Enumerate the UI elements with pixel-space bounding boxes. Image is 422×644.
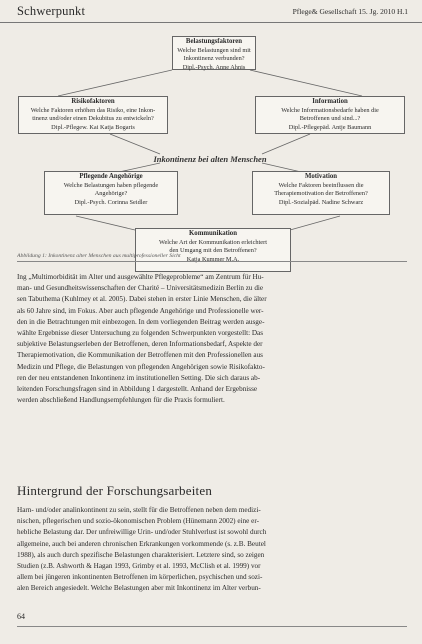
text-line: leitenden Forschungsfragen sind in Abbildung 1 dargestellt. Anhand der Ergebnisse xyxy=(17,385,258,394)
text-line: wählte Ergebnisse dieser Untersuchung zu folgenden Schwerpunkten vorgestellt: Das xyxy=(17,329,264,338)
box-title: Risikofaktoren xyxy=(71,98,115,105)
box-line: Inkontinenz verbunden? xyxy=(183,55,245,63)
box-line: Dipl.-Pflegepäd. Antje Baumann xyxy=(288,123,372,131)
paragraph-intro xyxy=(17,272,409,406)
text-line: den in die Betrachtungen mit einbezogen. In dem vorliegenden Beitrag werden ausge- xyxy=(17,317,265,326)
box-line: Therapiemotivation der Betroffenen? xyxy=(274,190,368,198)
text-line: Medizin und Pflege, die Belastungen von pflegenden Angehörigen sowie Risikofakto- xyxy=(17,362,265,371)
box-title: Pflegende Angehörige xyxy=(79,173,143,180)
box-title: Motivation xyxy=(304,173,338,180)
box-line: Katja Kummer M.A. xyxy=(186,255,240,263)
page-number: 64 xyxy=(17,612,25,621)
box-line: Welche Belastungen haben pflegende xyxy=(63,181,159,189)
text-line: Therapiemotivation, die Kommunikation der Betroffenen mit den Professionellen aus xyxy=(17,351,263,360)
box-information xyxy=(255,96,405,134)
text-line: nischen, pflegerischen und sozio-ökonomischen Problem (Hünemann 2002) eine er- xyxy=(17,517,259,526)
box-line: Dipl.-Pflegew. Kai Katja Bogaris xyxy=(51,123,135,131)
text-line: Studien (z.B. Ashworth & Hagan 1993, Grimby et al. 1993, McClish et al. 1999) vor xyxy=(17,562,261,571)
journal-reference: Pflege& Gesellschaft 15. Jg. 2010 H.1 xyxy=(292,7,408,16)
research-diagram xyxy=(0,26,422,276)
box-line: Welche Faktoren erhöhen das Risiko, eine Inkon- xyxy=(30,106,156,114)
footer-rule xyxy=(17,626,407,627)
box-title: Belastungsfaktoren xyxy=(185,38,243,45)
box-line: Dipl.-Sozialpäd. Nadine Schwarz xyxy=(278,198,364,206)
box-line: Angehörige? xyxy=(94,190,128,198)
box-line: Welche Informationsbedarfe haben die xyxy=(281,106,379,114)
box-line: den Umgang mit den Betroffenen? xyxy=(169,247,257,255)
text-line: allem bei jüngeren inkontinenten Betroffenen im körperlichen, psychischen und sozi- xyxy=(17,573,263,582)
box-line: Welche Belastungen sind mit xyxy=(177,46,251,54)
text-line: sen Tabuthema (Kuhlmey et al. 2005). Dabei stehen in erster Linie Menschen, die älter xyxy=(17,295,267,304)
box-pflegende-angehoerige xyxy=(44,171,178,215)
diagram-center-label: Inkontinenz bei alten Menschen xyxy=(153,154,267,164)
box-title: Kommunikation xyxy=(189,230,237,237)
text-line: Ing „Multimorbidität im Alter und ausgewählte Pflegeprobleme“ am Zentrum für Hu- xyxy=(17,273,264,281)
section-heading: Hintergrund der Forschungsarbeiten xyxy=(17,483,213,498)
box-risikofaktoren xyxy=(18,96,168,134)
box-line: Welche Art der Kommunikation erleichtert xyxy=(159,238,267,246)
box-belastungsfaktoren xyxy=(172,36,256,70)
figure-caption: Abbildung 1: Inkontinenz alter Menschen aus multiprofessioneller Sicht xyxy=(17,253,407,262)
running-header xyxy=(0,0,422,23)
text-line: man- und Gesundheitswissenschaften der Charité – Universitätsmedizin Berlin zu die xyxy=(17,284,264,293)
text-line: als 60 Jahre sind, im Fokus. Aber auch pflegende Angehörige und Professionelle wer- xyxy=(17,306,264,315)
box-line: Welche Faktoren beeinflussen die xyxy=(278,181,364,189)
box-kommunikation xyxy=(135,228,291,272)
box-line: Dipl.-Psych. Corinna Seidler xyxy=(74,198,148,206)
text-line: Harn- und/oder analinkontinent zu sein, stellt für die Betroffenen neben dem medizi- xyxy=(17,506,261,514)
text-line: werden abschließend Handlungsempfehlungen für die Praxis formuliert. xyxy=(17,396,225,405)
box-line: Betroffenen und sind...? xyxy=(299,115,361,123)
text-line: allgemeine, auch bei anderen chronischen Erkrankungen vorkommende (s. z.B. Beutel xyxy=(17,539,266,548)
text-line: ren der neu entstandenen Inkontinenz im institutionellen Setting. Die sich daraus ab- xyxy=(17,373,261,382)
box-line: tinenz und/oder einen Dekubitus zu entwickeln? xyxy=(32,115,154,123)
text-line: hebliche Belastung dar. Der unfreiwillige Urin- und/oder Stuhlverlust ist sowohl durch xyxy=(17,528,267,537)
box-title: Information xyxy=(312,98,348,105)
text-line: alen Bereich angesiedelt. Welche Belastungen aber mit Inkontinenz im Alter verbun- xyxy=(17,584,261,593)
section-title: Schwerpunkt xyxy=(17,4,86,18)
text-line: 1988), als auch durch spezifische Belastungen charakterisiert. Letztere sind, so zeigen xyxy=(17,550,265,559)
box-line: Dipl.-Psych. Anne Ahnis xyxy=(182,63,246,71)
text-line: subjektive Belastungserleben der Betroffenen, deren Informationsbedarf, Aspekte der xyxy=(17,340,263,349)
box-motivation xyxy=(252,171,390,215)
paragraph-background xyxy=(17,505,409,595)
